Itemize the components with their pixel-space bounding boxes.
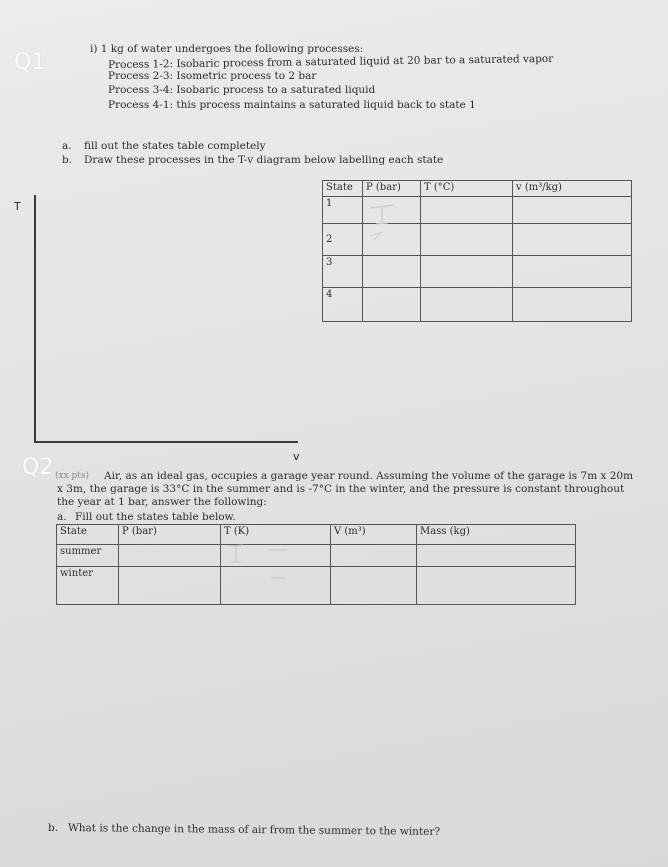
q1-state-1: 1 [323,197,363,224]
q2-states-table [56,524,576,605]
table-row [323,256,632,288]
q1-col-temperature: T (°C) [421,181,513,197]
q1-table-header-row [323,181,632,197]
q2-task-a-marker: a. [57,511,67,523]
q1-task-b-marker: b. [62,154,73,166]
q1-process-3: Process 3-4: Isobaric process to a saturated liquid [108,84,376,96]
q1-state-3-volume[interactable] [513,256,632,288]
q1-state-1-temperature[interactable] [421,197,513,224]
q1-state-3-pressure[interactable] [363,256,421,288]
q1-col-pressure: P (bar) [363,181,421,197]
q2-col-temperature: T (K) [221,525,331,545]
q2-winter-mass[interactable] [417,567,576,605]
q2-summer-pressure[interactable] [119,545,221,567]
q2-text-line-2: x 3m, the garage is 33°C in the summer and is -7°C in the winter, and the pressure is constant throughout [57,483,625,495]
tv-x-axis [34,441,298,443]
q2-text-line-1: Air, as an ideal gas, occupies a garage year round. Assuming the volume of the garage is 7m x 20m [104,470,634,482]
tv-y-axis [34,195,36,443]
q2-col-state: State [57,525,119,545]
q2-winter-pressure[interactable] [119,567,221,605]
q2-label: Q2 [22,455,54,480]
q2-winter-volume[interactable] [331,567,417,605]
q1-state-4-temperature[interactable] [421,288,513,322]
q1-col-state: State [323,181,363,197]
q2-col-mass: Mass (kg) [417,525,576,545]
q1-task-a: fill out the states table completely [84,140,266,152]
q2-table-header-row [57,525,576,545]
tv-y-axis-label: T [14,200,21,213]
q2-col-volume: V (m³) [331,525,417,545]
q1-state-2-volume[interactable] [513,224,632,256]
q1-process-2: Process 2-3: Isometric process to 2 bar [108,70,317,82]
q2-summer-label: summer [57,545,119,567]
q1-process-4: Process 4-1: this process maintains a saturated liquid back to state 1 [108,99,476,111]
q2-winter-label: winter [57,567,119,605]
pencil-marks [360,196,420,246]
q2-task-a: Fill out the states table below. [75,511,236,523]
q1-label: Q1 [14,50,46,75]
q2-col-pressure: P (bar) [119,525,221,545]
tv-x-axis-label: v [293,450,300,463]
table-row [57,567,576,605]
q2-summer-mass[interactable] [417,545,576,567]
q1-task-b: Draw these processes in the T-v diagram below labelling each state [84,154,444,166]
q1-task-a-marker: a. [62,140,72,152]
q2-task-b: What is the change in the mass of air from the summer to the winter? [67,822,441,838]
q1-state-4-volume[interactable] [513,288,632,322]
q1-intro: i) 1 kg of water undergoes the following processes: [90,43,364,55]
q1-state-3-temperature[interactable] [421,256,513,288]
q2-summer-volume[interactable] [331,545,417,567]
q1-state-3: 3 [323,256,363,288]
q1-state-2: 2 [323,224,363,256]
q1-col-volume: v (m³/kg) [513,181,632,197]
q2-task-b-marker: b. [48,822,59,834]
q1-state-4: 4 [323,288,363,322]
q1-state-4-pressure[interactable] [363,288,421,322]
table-row [323,288,632,322]
q2-text-line-3: the year at 1 bar, answer the following: [57,496,267,508]
q1-process-1: Process 1-2: Isobaric process from a saturated liquid at 20 bar to a saturated vapor [107,52,554,72]
q2-prefix: (xx pts) [55,471,90,481]
table-row [57,545,576,567]
q1-state-1-volume[interactable] [513,197,632,224]
q1-state-2-temperature[interactable] [421,224,513,256]
pencil-marks-q2 [225,538,305,588]
